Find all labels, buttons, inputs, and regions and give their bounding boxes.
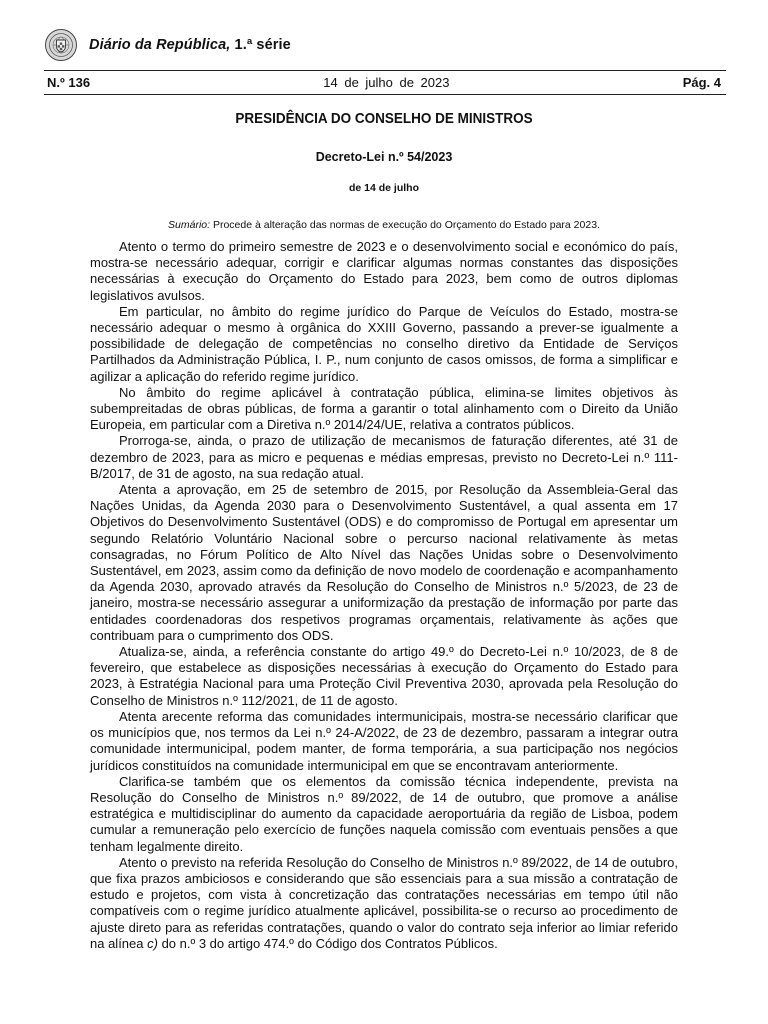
paragraph: Prorroga-se, ainda, o prazo de utilização de mecanismos de faturação diferentes, até 31 de dezembro de 2023, para as micro e pequenas e médias empresas, previsto no Decreto-Lei n.º 111-B/2017, de 31 de agosto, na sua redação atual.: [90, 433, 678, 481]
paragraph: Atenta a aprovação, em 25 de setembro de 2015, por Resolução da Assembleia-Geral das Nações Unidas, da Agenda 2030 para o Desenvolvimento Sustentável, a qual assenta em 17 Objetivos do Desenvolvimento Sustentável (ODS) e do compromisso de Portugal em apresentar um segundo Relatório Voluntário Nacional sobre o percurso nacional relativamente às metas consagradas, no Fórum Político de Alto Nível das Nações Unidas sobre o Desenvolvimento Sustentável, em 2023, assim como da definição de novo modelo de coordenação e acompanhamento da Agenda 2030, aprovado através da Resolução do Conselho de Ministros n.º 5/2023, de 23 de janeiro, mostra-se necessário assegurar a uniformização da prestação de informação por parte das entidades coordenadoras dos respetivos programas orçamentais, relativamente às ações que contribuam para o cumprimento dos ODS.: [90, 482, 678, 643]
page-number: Pág. 4: [682, 74, 721, 90]
paragraph: Clarifica-se também que os elementos da comissão técnica independente, prevista na Resolução do Conselho de Ministros n.º 89/2022, de 14 de outubro, que promove a análise estratégica e multidisciplinar do aumento da capacidade aeroportuária da região de Lisboa, podem cumular a remuneração pelo exercício de funções naquela comissão com eventuais pensões a que tenham legalmente direito.: [90, 773, 678, 854]
decree-body: [90, 239, 678, 952]
ministry-heading: PRESIDÊNCIA DO CONSELHO DE MINISTROS: [235, 110, 533, 127]
paragraph: Atento o termo do primeiro semestre de 2023 e o desenvolvimento social e económico do país, mostra-se necessário adequar, corrigir e clarificar algumas normas constantes das disposições necessárias à execução do Orçamento do Estado para 2023, bem como de outros diplomas legislativos avulsos.: [90, 239, 678, 303]
paragraph-last-text: Atento o previsto na referida Resolução do Conselho de Ministros n.º 89/2022, de 14 de outubro, que fixa prazos ambiciosos e considerando que são essenciais para a sua missão a contratação de estudo e projetos, com vista à concretização das contratações necessárias em tempo útil não compatíveis com o regime jurídico atualmente aplicável, possibilita-se o recurso ao procedimento de ajuste direto para as referidas contratações, quando o valor do contrato seja inferior ao limiar referido na alínea: [90, 854, 678, 951]
paragraph-last-italic: c): [147, 935, 158, 951]
journal-title: [89, 37, 291, 53]
header-divider-top: [44, 70, 726, 71]
summary-text: Procede à alteração das normas de execução do Orçamento do Estado para 2023.: [210, 219, 600, 231]
paragraph: Atualiza-se, ainda, a referência constante do artigo 49.º do Decreto-Lei n.º 10/2023, de 8 de fevereiro, que estabelece as disposições necessárias à execução do Orçamento do Estado para 2023, à Estratégia Nacional para uma Proteção Civil Preventiva 2030, aprovada pela Resolução do Conselho de Ministros n.º 112/2021, de 11 de agosto.: [90, 644, 678, 708]
summary-label: Sumário:: [168, 219, 211, 231]
paragraph-last-tail: do n.º 3 do artigo 474.º do Código dos Contratos Públicos.: [157, 935, 498, 951]
paragraph: Atenta arecente reforma das comunidades intermunicipais, mostra-se necessário clarificar que os municípios que, nos termos da Lei n.º 24-A/2022, de 23 de dezembro, passaram a integrar outra comunidade intermunicipal, podem manter, de forma temporária, a sua participação nos negócios jurídicos constituídos na comunidade intermunicipal em que se encontravam anteriormente.: [90, 708, 678, 773]
paragraph: Em particular, no âmbito do regime jurídico do Parque de Veículos do Estado, mostra-se necessário adequar o mesmo à orgânica do XXIII Governo, passando a prever-se igualmente a possibilidade de delegação de competências no conselho diretivo da Entidade de Serviços Partilhados da Administração Pública, I. P., num conjunto de casos omissos, de forma a simplificar e agilizar a aplicação do referido regime jurídico.: [90, 303, 678, 384]
journal-series: 1.ª série: [230, 37, 291, 53]
issue-number: N.º 136: [47, 74, 91, 90]
decree-date: de 14 de julho: [348, 182, 419, 194]
masthead: [44, 27, 291, 63]
summary: [0, 219, 768, 231]
issue-header: [47, 73, 721, 91]
paragraph-last: [90, 855, 678, 952]
paragraph: No âmbito do regime aplicável à contratação pública, elimina-se limites objetivos às subempreitadas de obras públicas, de forma a garantir o total alinhamento com o Direito da União Europeia, em particular com a Diretiva n.º 2014/24/UE, relativa a contratos públicos.: [90, 384, 678, 433]
header-divider-bottom: [44, 94, 726, 95]
decree-title: Decreto-Lei n.º 54/2023: [315, 150, 453, 164]
issue-date: 14 de julho de 2023: [323, 74, 450, 90]
coat-of-arms-icon: [44, 28, 78, 62]
journal-name: Diário da República,: [89, 37, 231, 53]
